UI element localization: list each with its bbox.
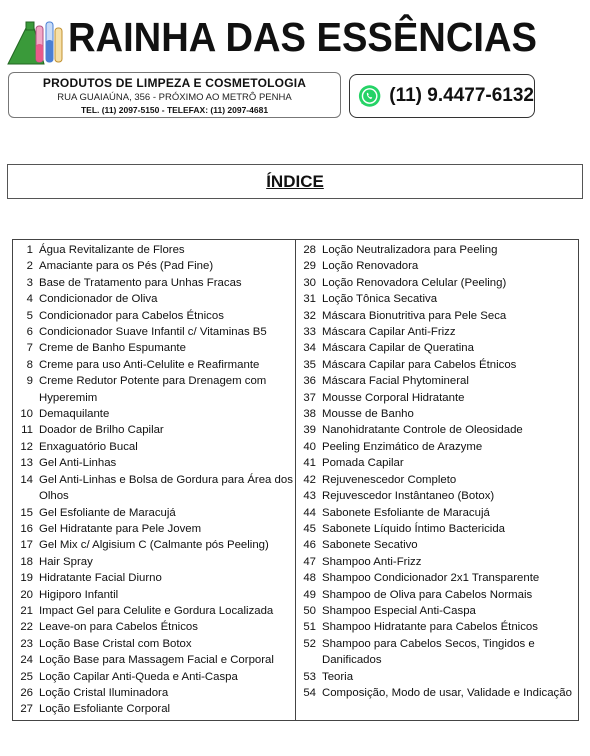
index-entry xyxy=(296,537,578,553)
entry-title: Gel Esfoliante de Maracujá xyxy=(39,506,176,519)
entry-number: 3 xyxy=(26,276,33,289)
index-entry xyxy=(13,652,295,668)
index-entry xyxy=(296,275,578,291)
entry-title: Loção Tônica Secativa xyxy=(322,293,438,306)
index-entry xyxy=(13,505,295,521)
entry-number: 35 xyxy=(303,358,316,371)
index-column-right xyxy=(296,240,579,721)
index-entry xyxy=(13,439,295,455)
entry-title: Hidratante Facial Diurno xyxy=(39,572,162,585)
entry-title: Shampoo Condicionador 2x1 Transparente xyxy=(322,572,540,585)
entry-title: Mousse Corporal Hidratante xyxy=(322,391,465,404)
entry-number: 25 xyxy=(20,670,33,683)
entry-title: Higiporo Infantil xyxy=(39,588,119,601)
entry-number: 2 xyxy=(26,260,33,273)
entry-number: 16 xyxy=(20,522,33,535)
entry-title: Condicionador para Cabelos Étnicos xyxy=(39,309,224,322)
index-entry xyxy=(296,373,578,389)
entry-number: 9 xyxy=(26,375,33,388)
entry-number: 33 xyxy=(303,326,316,339)
index-entry xyxy=(296,340,578,356)
index-column-left xyxy=(13,240,296,721)
entry-title: Loção Cristal Iluminadora xyxy=(39,686,169,699)
entry-number: 45 xyxy=(303,522,316,535)
index-entry xyxy=(296,422,578,438)
entry-title: Pomada Capilar xyxy=(322,457,404,470)
entry-title: Base de Tratamento para Unhas Fracas xyxy=(39,276,242,289)
entry-title: Rejuvescedor Instântaneo (Botox) xyxy=(322,490,495,503)
index-entry xyxy=(13,587,295,603)
entry-number: 17 xyxy=(20,539,33,552)
index-entry xyxy=(296,505,578,521)
index-entry xyxy=(13,373,295,406)
entry-number: 50 xyxy=(303,604,316,617)
entry-title: Sabonete Líquido Íntimo Bactericida xyxy=(322,522,506,535)
index-heading-box xyxy=(7,164,583,199)
entry-number: 31 xyxy=(303,293,316,306)
index-entry xyxy=(296,488,578,504)
entry-title: Leave-on para Cabelos Étnicos xyxy=(39,621,198,634)
entry-title: Doador de Brilho Capilar xyxy=(39,424,164,437)
brand-name: RAINHA DAS ESSÊNCIAS xyxy=(68,14,537,60)
entry-title: Creme para uso Anti-Celulite e Reafirmante xyxy=(39,358,260,371)
entry-number: 54 xyxy=(303,686,316,699)
entry-title: Amaciante para os Pés (Pad Fine) xyxy=(39,260,214,273)
lab-flask-logo xyxy=(6,18,64,68)
index-entry xyxy=(296,455,578,471)
entry-number: 48 xyxy=(303,572,316,585)
company-phones: TEL. (11) 2097-5150 - TELEFAX: (11) 2097-4681 xyxy=(80,105,269,115)
entry-title: Água Revitalizante de Flores xyxy=(39,244,185,256)
index-entry xyxy=(296,619,578,635)
index-entry xyxy=(13,291,295,307)
whatsapp-contact[interactable] xyxy=(349,74,535,118)
index-entry xyxy=(13,603,295,619)
index-entry xyxy=(296,390,578,406)
entry-title: Loção Renovadora xyxy=(322,260,419,273)
index-title: ÍNDICE xyxy=(266,171,324,191)
index-entry xyxy=(296,570,578,586)
entry-number: 41 xyxy=(303,457,316,470)
entry-number: 12 xyxy=(20,440,33,453)
entry-number: 39 xyxy=(303,424,316,437)
entry-title: Condicionador Suave Infantil c/ Vitaminas B5 xyxy=(39,326,267,339)
entry-number: 30 xyxy=(303,276,316,289)
entry-number: 52 xyxy=(303,637,316,650)
entry-number: 38 xyxy=(303,408,316,421)
index-entry xyxy=(296,357,578,373)
entry-number: 18 xyxy=(20,555,33,568)
index-entry xyxy=(296,685,578,701)
index-entry xyxy=(13,570,295,586)
index-entry xyxy=(296,603,578,619)
entry-title: Máscara Capilar Anti-Frizz xyxy=(322,326,456,339)
entry-number: 29 xyxy=(303,260,316,273)
index-entry xyxy=(296,406,578,422)
index-entry xyxy=(13,455,295,471)
entry-title: Loção Renovadora Celular (Peeling) xyxy=(322,276,507,289)
index-entry xyxy=(13,242,295,258)
entry-title: Sabonete Esfoliante de Maracujá xyxy=(322,506,490,519)
entry-number: 34 xyxy=(303,342,316,355)
index-entry xyxy=(13,619,295,635)
entry-number: 23 xyxy=(20,637,33,650)
index-entry xyxy=(13,258,295,274)
entry-title: Gel Anti-Linhas xyxy=(39,457,117,470)
index-entry xyxy=(296,291,578,307)
entry-number: 14 xyxy=(20,473,33,486)
index-entry xyxy=(296,242,578,258)
entry-number: 26 xyxy=(20,686,33,699)
entry-number: 53 xyxy=(303,670,316,683)
index-entry xyxy=(296,472,578,488)
entry-number: 8 xyxy=(26,358,33,371)
index-entry xyxy=(296,554,578,570)
entry-title: Creme Redutor Potente para Drenagem com Hyperemim xyxy=(39,375,267,404)
entry-title: Mousse de Banho xyxy=(322,408,414,421)
entry-number: 28 xyxy=(303,244,316,256)
index-entry xyxy=(296,587,578,603)
entry-title: Gel Hidratante para Pele Jovem xyxy=(39,522,202,535)
entry-number: 20 xyxy=(20,588,33,601)
entry-title: Teoria xyxy=(322,670,354,683)
entry-title: Enxaguatório Bucal xyxy=(39,440,138,453)
entry-number: 4 xyxy=(26,293,33,306)
entry-title: Gel Mix c/ Algisium C (Calmante pós Peeling) xyxy=(39,539,269,552)
entry-title: Nanohidratante Controle de Oleosidade xyxy=(322,424,523,437)
index-entry xyxy=(13,406,295,422)
entry-title: Loção Base Cristal com Botox xyxy=(39,637,192,650)
entry-title: Composição, Modo de usar, Validade e Indicação xyxy=(322,686,572,699)
index-entry xyxy=(13,521,295,537)
entry-title: Loção Base para Massagem Facial e Corporal xyxy=(39,654,274,667)
whatsapp-icon xyxy=(358,83,381,109)
index-entry xyxy=(13,472,295,505)
company-address: RUA GUAIAÚNA, 356 - PRÓXIMO AO METRÔ PENHA xyxy=(57,92,292,103)
index-entry xyxy=(296,258,578,274)
index-entry xyxy=(13,357,295,373)
index-entry xyxy=(296,324,578,340)
entry-title: Gel Anti-Linhas e Bolsa de Gordura para Área dos Olhos xyxy=(39,473,293,503)
index-entry xyxy=(296,669,578,685)
entry-number: 13 xyxy=(20,457,33,470)
entry-title: Máscara Bionutritiva para Pele Seca xyxy=(322,309,507,322)
entry-number: 36 xyxy=(303,375,316,388)
index-table xyxy=(12,239,579,721)
index-entry xyxy=(296,636,578,669)
company-tagline: PRODUTOS DE LIMPEZA E COSMETOLOGIA xyxy=(42,76,307,90)
entry-title: Rejuvenescedor Completo xyxy=(322,473,457,486)
entry-number: 37 xyxy=(303,391,316,404)
entry-title: Máscara Facial Phytomineral xyxy=(322,375,469,388)
entry-number: 22 xyxy=(20,621,33,634)
index-entry xyxy=(296,521,578,537)
entry-title: Shampoo Hidratante para Cabelos Étnicos xyxy=(322,621,538,634)
index-entry xyxy=(13,669,295,685)
entry-number: 44 xyxy=(303,506,316,519)
entry-number: 10 xyxy=(20,408,33,421)
entry-number: 40 xyxy=(303,440,316,453)
entry-number: 24 xyxy=(20,654,33,667)
entry-title: Máscara Capilar de Queratina xyxy=(322,342,474,355)
whatsapp-number: (11) 9.4477-6132 xyxy=(389,85,534,106)
entry-number: 6 xyxy=(26,326,33,339)
entry-number: 46 xyxy=(303,539,316,552)
entry-title: Loção Capilar Anti-Queda e Anti-Caspa xyxy=(39,670,238,683)
entry-title: Peeling Enzimático de Arazyme xyxy=(322,440,483,453)
entry-title: Shampoo de Oliva para Cabelos Normais xyxy=(322,588,533,601)
entry-number: 49 xyxy=(303,588,316,601)
entry-title: Loção Esfoliante Corporal xyxy=(39,703,171,716)
index-entry xyxy=(13,422,295,438)
index-entry xyxy=(13,537,295,553)
index-entry xyxy=(13,340,295,356)
index-entry xyxy=(13,636,295,652)
entry-title: Hair Spray xyxy=(39,555,93,568)
index-entry xyxy=(296,308,578,324)
entry-number: 27 xyxy=(20,703,33,716)
entry-title: Sabonete Secativo xyxy=(322,539,418,552)
entry-title: Loção Neutralizadora para Peeling xyxy=(322,244,498,256)
entry-title: Demaquilante xyxy=(39,408,110,421)
index-entry xyxy=(13,275,295,291)
entry-number: 11 xyxy=(21,424,33,437)
entry-number: 51 xyxy=(303,621,316,634)
entry-number: 5 xyxy=(26,309,33,322)
index-entry xyxy=(13,324,295,340)
entry-number: 47 xyxy=(303,555,316,568)
entry-title: Impact Gel para Celulite e Gordura Localizada xyxy=(39,604,274,617)
entry-title: Shampoo Anti-Frizz xyxy=(322,555,422,568)
index-entry xyxy=(296,439,578,455)
entry-title: Creme de Banho Espumante xyxy=(39,342,186,355)
entry-number: 42 xyxy=(303,473,316,486)
company-info-box xyxy=(8,72,341,118)
entry-number: 19 xyxy=(20,572,33,585)
index-entry xyxy=(13,685,295,701)
index-entry xyxy=(13,308,295,324)
entry-title: Shampoo Especial Anti-Caspa xyxy=(322,604,476,617)
entry-number: 21 xyxy=(20,604,33,617)
entry-number: 1 xyxy=(26,244,33,256)
entry-number: 43 xyxy=(303,490,316,503)
entry-number: 32 xyxy=(303,309,316,322)
entry-number: 7 xyxy=(26,342,33,355)
index-entry xyxy=(13,554,295,570)
entry-title: Condicionador de Oliva xyxy=(39,293,158,306)
index-entry xyxy=(13,701,295,717)
entry-number: 15 xyxy=(20,506,33,519)
entry-title: Shampoo para Cabelos Secos, Tingidos e Danificados xyxy=(322,637,535,667)
entry-title: Máscara Capilar para Cabelos Étnicos xyxy=(322,358,517,371)
